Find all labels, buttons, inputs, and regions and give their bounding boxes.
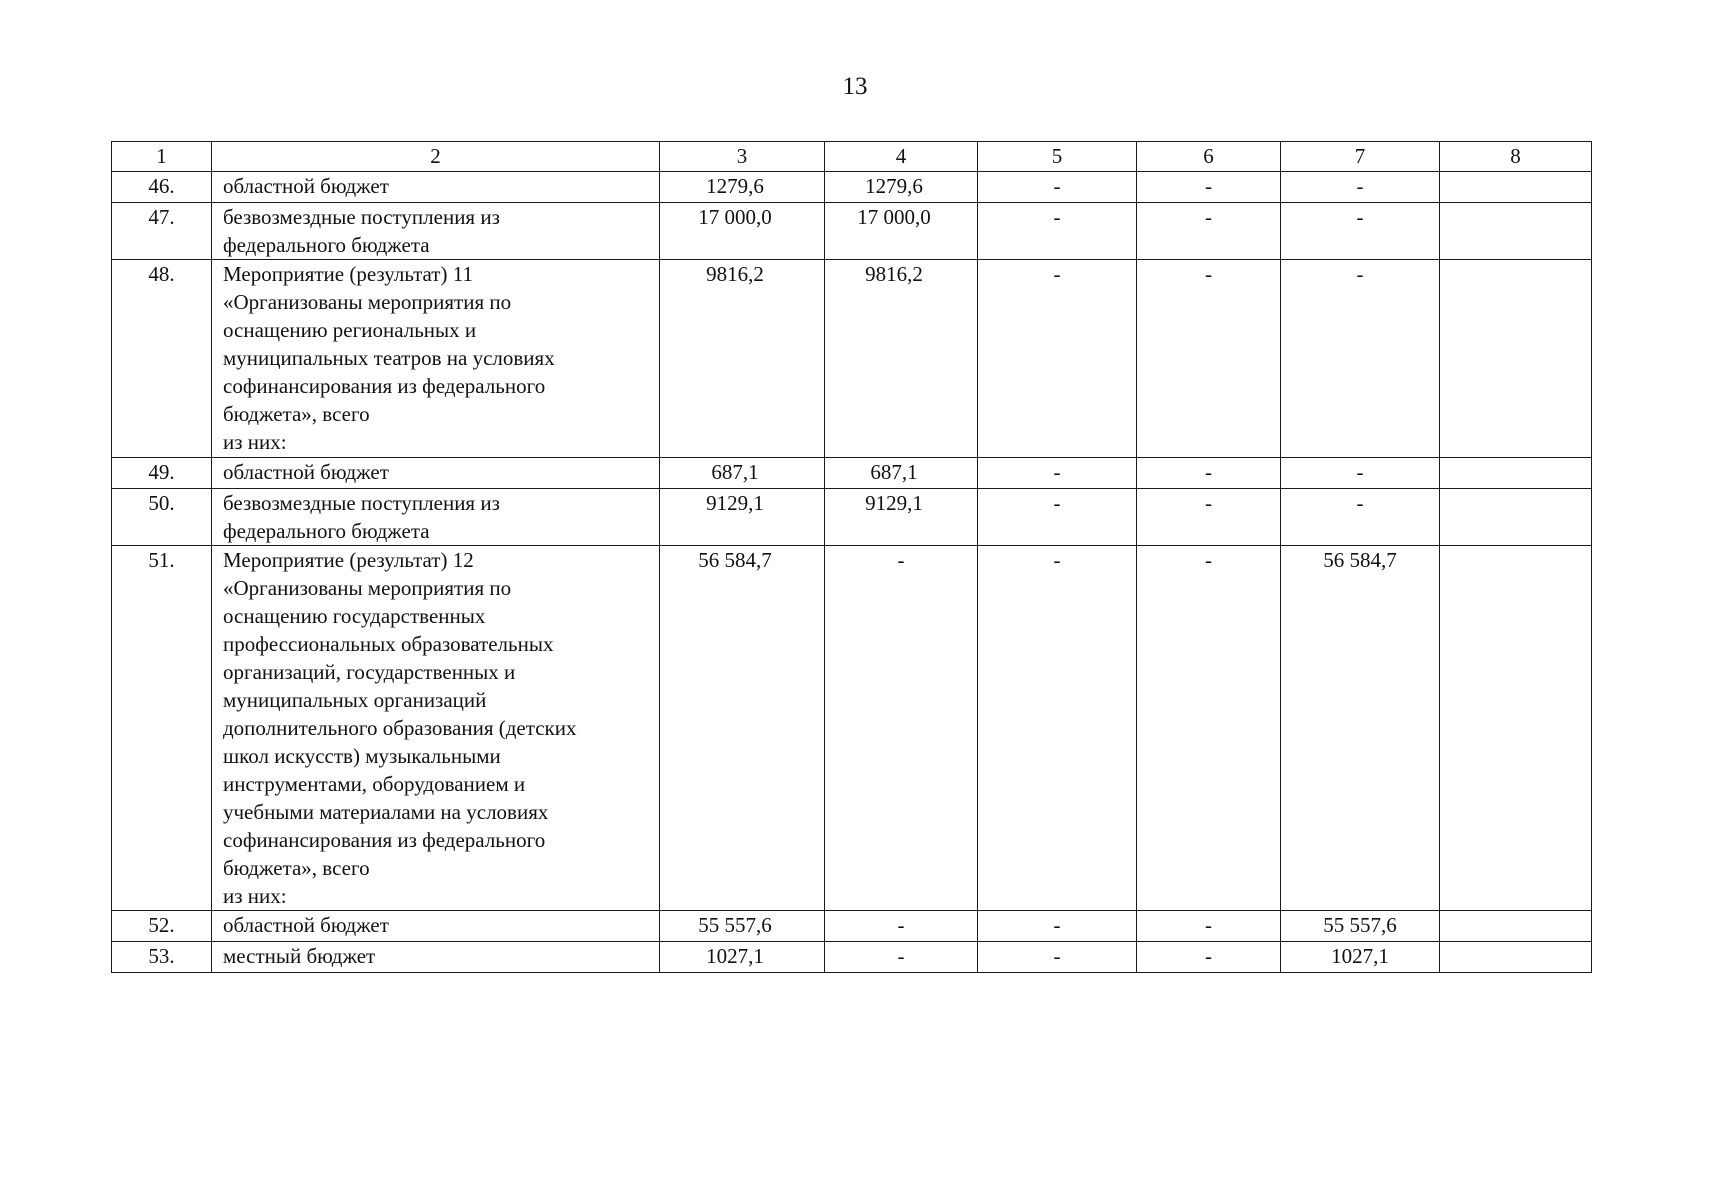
value-col-5: - [978,911,1137,942]
row-number: 49. [112,458,212,489]
value-col-5: - [978,458,1137,489]
row-name-line: Мероприятие (результат) 11 [223,262,473,286]
value-col-8 [1440,911,1592,942]
value-col-8 [1440,458,1592,489]
value-col-3 [660,942,825,973]
row-name-line: областной бюджет [223,913,389,937]
value-col-5: - [978,260,1137,458]
table-row [112,260,1592,458]
value-col-5: - [978,489,1137,546]
column-number-cell: 1 [112,142,212,172]
value-text: 1027,1 [706,944,764,968]
value-text: 9816,2 [865,262,923,286]
value-col-7: - [1281,172,1440,203]
row-number: 53. [112,942,212,973]
budget-table [111,141,1592,973]
value-col-8 [1440,942,1592,973]
row-name-line: бюджета», всего [223,856,370,880]
value-text: 17 000,0 [698,205,772,229]
row-name-line: федерального бюджета [223,233,430,257]
row-name-line: из них: [223,884,287,908]
value-text: 687,1 [870,460,918,484]
column-number-cell: 7 [1281,142,1440,172]
value-col-6: - [1137,203,1281,260]
column-number-cell: 4 [825,142,978,172]
row-name-line: Мероприятие (результат) 12 [223,548,474,572]
row-name-line: муниципальных театров на условиях [223,346,555,370]
value-col-7: 56 584,7 [1281,546,1440,911]
value-col-8 [1440,546,1592,911]
row-name-line: местный бюджет [223,944,376,968]
column-number-cell: 5 [978,142,1137,172]
column-number-cell: 2 [212,142,660,172]
page-number: 13 [842,73,868,100]
row-name-line: федерального бюджета [223,519,430,543]
value-col-8 [1440,172,1592,203]
row-name-line: «Организованы мероприятия по [223,576,512,600]
table-row [112,489,1592,546]
row-name [212,260,660,458]
row-name-line: муниципальных организаций [223,688,487,712]
row-name-line: профессиональных образовательных [223,632,554,656]
value-col-4: - [825,911,978,942]
value-col-4: - [825,942,978,973]
row-number: 46. [112,172,212,203]
column-number-cell: 6 [1137,142,1281,172]
row-name [212,172,660,203]
value-col-3 [660,546,825,911]
value-col-6: - [1137,546,1281,911]
value-text: 9129,1 [706,491,764,515]
row-name-line: областной бюджет [223,174,389,198]
row-name [212,458,660,489]
row-name-line: софинансирования из федерального [223,374,546,398]
row-name-line: безвозмездные поступления из [223,205,500,229]
value-text: 9816,2 [706,262,764,286]
value-col-3 [660,172,825,203]
value-col-4 [825,489,978,546]
value-text: 56 584,7 [698,548,772,572]
value-col-4 [825,172,978,203]
value-col-6: - [1137,458,1281,489]
value-col-8 [1440,260,1592,458]
value-col-5: - [978,172,1137,203]
row-name-line: софинансирования из федерального [223,828,546,852]
row-name-line: «Организованы мероприятия по [223,290,512,314]
row-name-line: оснащению региональных и [223,318,477,342]
row-name [212,942,660,973]
row-name-line: учебными материалами на условиях [223,800,549,824]
value-text: 17 000,0 [857,205,931,229]
table-row [112,458,1592,489]
row-name-line: дополнительного образования (детских [223,716,577,740]
value-col-4 [825,260,978,458]
row-name-line: безвозмездные поступления из [223,491,500,515]
row-name-line: областной бюджет [223,460,389,484]
value-text: 1279,6 [865,174,923,198]
value-col-6: - [1137,172,1281,203]
value-col-8 [1440,489,1592,546]
value-col-3 [660,489,825,546]
value-col-6: - [1137,260,1281,458]
value-col-7: - [1281,203,1440,260]
value-col-4: - [825,546,978,911]
value-text: 9129,1 [865,491,923,515]
column-number-row [112,142,1592,172]
value-col-6: - [1137,911,1281,942]
value-text: 55 557,6 [698,913,772,937]
row-number: 51. [112,546,212,911]
table-row [112,203,1592,260]
value-col-7: - [1281,260,1440,458]
value-col-5: - [978,546,1137,911]
row-name-line: из них: [223,430,287,454]
column-number-cell: 3 [660,142,825,172]
value-col-3 [660,203,825,260]
table-row [112,546,1592,911]
row-name-line: инструментами, оборудованием и [223,772,526,796]
row-name [212,546,660,911]
row-name-line: бюджета», всего [223,402,370,426]
value-col-4 [825,458,978,489]
row-name [212,203,660,260]
value-col-6: - [1137,489,1281,546]
row-name-line: школ искусств) музыкальными [223,744,501,768]
value-col-8 [1440,203,1592,260]
value-col-5: - [978,942,1137,973]
row-name [212,911,660,942]
row-name-line: организаций, государственных и [223,660,516,684]
value-col-7: - [1281,489,1440,546]
value-col-6: - [1137,942,1281,973]
value-text: 687,1 [711,460,759,484]
value-col-7: 1027,1 [1281,942,1440,973]
value-col-4 [825,203,978,260]
table-row [112,942,1592,973]
value-text: 1279,6 [706,174,764,198]
value-col-3 [660,260,825,458]
row-name [212,489,660,546]
row-number: 47. [112,203,212,260]
value-col-3 [660,458,825,489]
row-number: 52. [112,911,212,942]
column-number-cell: 8 [1440,142,1592,172]
value-col-7: - [1281,458,1440,489]
table-row [112,172,1592,203]
value-col-7: 55 557,6 [1281,911,1440,942]
value-col-3 [660,911,825,942]
row-name-line: оснащению государственных [223,604,486,628]
row-number: 48. [112,260,212,458]
table-row [112,911,1592,942]
row-number: 50. [112,489,212,546]
value-col-5: - [978,203,1137,260]
